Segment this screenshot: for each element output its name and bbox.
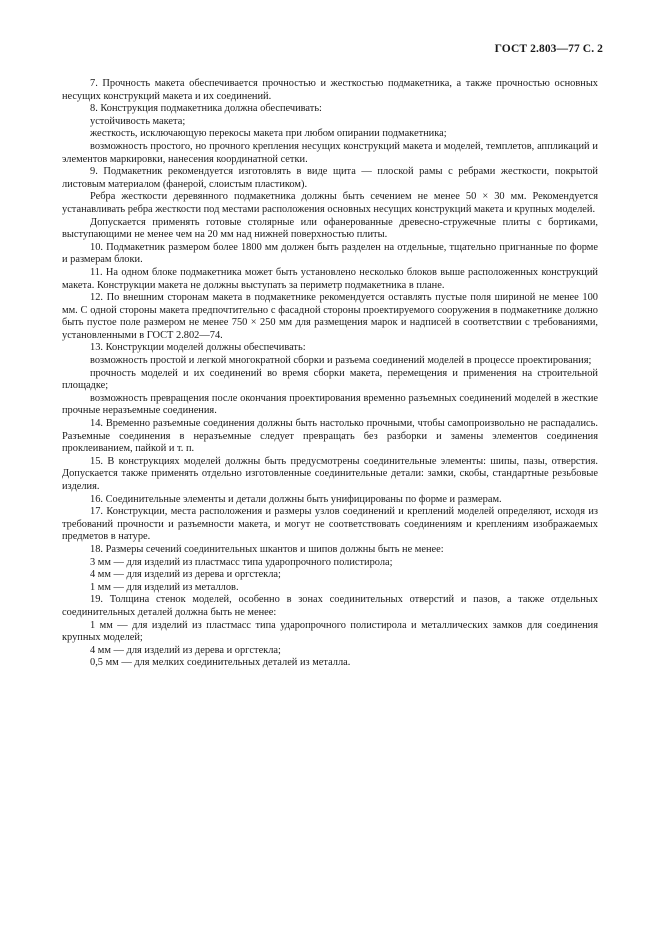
paragraph: Ребра жесткости деревянного подмакетника должны быть сечением не менее 50 × 30 мм. Рекомендуется устанавливать ребра жесткости под местами расположения основных несущих конструкций макета и крупных моделей. (62, 191, 598, 215)
paragraph-15: 15. В конструкциях моделей должны быть предусмотрены соединительные элементы: шипы, пазы, отверстия. Допускается также применять отдельно изготовленные соединительные детали: замки, скобы, стандартные резьбовые изделия. (62, 455, 598, 492)
list-item: 0,5 мм — для мелких соединительных деталей из металла. (90, 657, 351, 669)
list-item: 1 мм — для изделий из пластмасс типа ударопрочного полистирола и металлических замков для соединения крупных моделей; (62, 619, 598, 644)
paragraph-10: 10. Подмакетник размером более 1800 мм должен быть разделен на отдельные, тщательно пригнанные по форме и размерам блоки. (62, 241, 598, 266)
paragraph-12: 12. По внешним сторонам макета в подмакетнике рекомендуется оставлять пустые поля шириной не менее 100 мм. С одной стороны макета предпочтительно с фасадной стороны проектируемого сооружения в подмакетнике должно быть пустое поле размером не менее 750 × 250 мм для размещения марок и надписей в соответствии с требованиями, установленными в ГОСТ 2.802—74. (62, 292, 598, 341)
paragraph-7: 7. Прочность макета обеспечивается прочностью и жесткостью подмакетника, а также прочностью основных несущих конструкций макета и их соединений. (62, 78, 598, 102)
list-item: прочность моделей и их соединений во время сборки макета, перемещения и применения на строительной площадке; (62, 367, 598, 392)
list-item: возможность простого, но прочного крепления несущих конструкций макета и моделей, темплетов, аппликаций и элементов маркировки, нанесения координатной сетки. (62, 140, 598, 165)
list-item: жесткость, исключающую перекосы макета при любом опирании подмакетника; (90, 128, 447, 140)
page-header: ГОСТ 2.803—77 С. 2 (494, 43, 603, 55)
list-item: возможность простой и легкой многократной сборки и разъема соединений моделей в процессе проектирования; (90, 355, 592, 367)
paragraph-8: 8. Конструкция подмакетника должна обеспечивать: (90, 103, 322, 115)
document-body (62, 78, 598, 670)
list-item: 4 мм — для изделий из дерева и оргстекла; (90, 644, 281, 656)
paragraph-9: 9. Подмакетник рекомендуется изготовлять в виде щита — плоской рамы с ребрами жесткости, покрытой листовым материалом (фанерой, слоистым пластиком). (62, 166, 598, 190)
paragraph-17: 17. Конструкции, места расположения и размеры узлов соединений и креплений моделей определяют, исходя из требований прочности и разъемности макета, и могут не соответствовать соединениям и креплениям изображаемых предметов в натуре. (62, 506, 598, 543)
paragraph-13: 13. Конструкции моделей должны обеспечивать: (90, 342, 306, 354)
list-item: 1 мм — для изделий из металлов. (90, 581, 239, 593)
paragraph-11: 11. На одном блоке подмакетника может быть установлено несколько блоков выше расположенных конструкций макета. Конструкции макета не должны выступать за периметр подмакетника в плане. (62, 266, 598, 291)
paragraph-19: 19. Толщина стенок моделей, особенно в зонах соединительных отверстий и пазов, а также отдельных соединительных деталей должна быть не менее: (62, 594, 598, 618)
list-item: 3 мм — для изделий из пластмасс типа ударопрочного полистирола; (90, 556, 393, 568)
paragraph-18: 18. Размеры сечений соединительных шкантов и шипов должны быть не менее: (90, 543, 444, 555)
list-item: устойчивость макета; (90, 115, 186, 127)
list-item: возможность превращения после окончания проектирования временно разъемных соединений моделей в жесткие прочные неразъемные соединения. (62, 392, 598, 417)
paragraph-16: 16. Соединительные элементы и детали должны быть унифицированы по форме и размерам. (90, 493, 502, 505)
list-item: 4 мм — для изделий из дерева и оргстекла; (90, 569, 281, 581)
paragraph-14: 14. Временно разъемные соединения должны быть настолько прочными, чтобы самопроизвольно не распадались. Разъемные соединения в неразъемные следует превращать без разборки и замены элементов соединения проклеиванием, пайкой и т. п. (62, 418, 598, 455)
paragraph: Допускается применять готовые столярные или офанерованные древесно-стружечные плиты с бортиками, выступающими не менее чем на 20 мм над нижней поверхностью плиты. (62, 216, 598, 241)
